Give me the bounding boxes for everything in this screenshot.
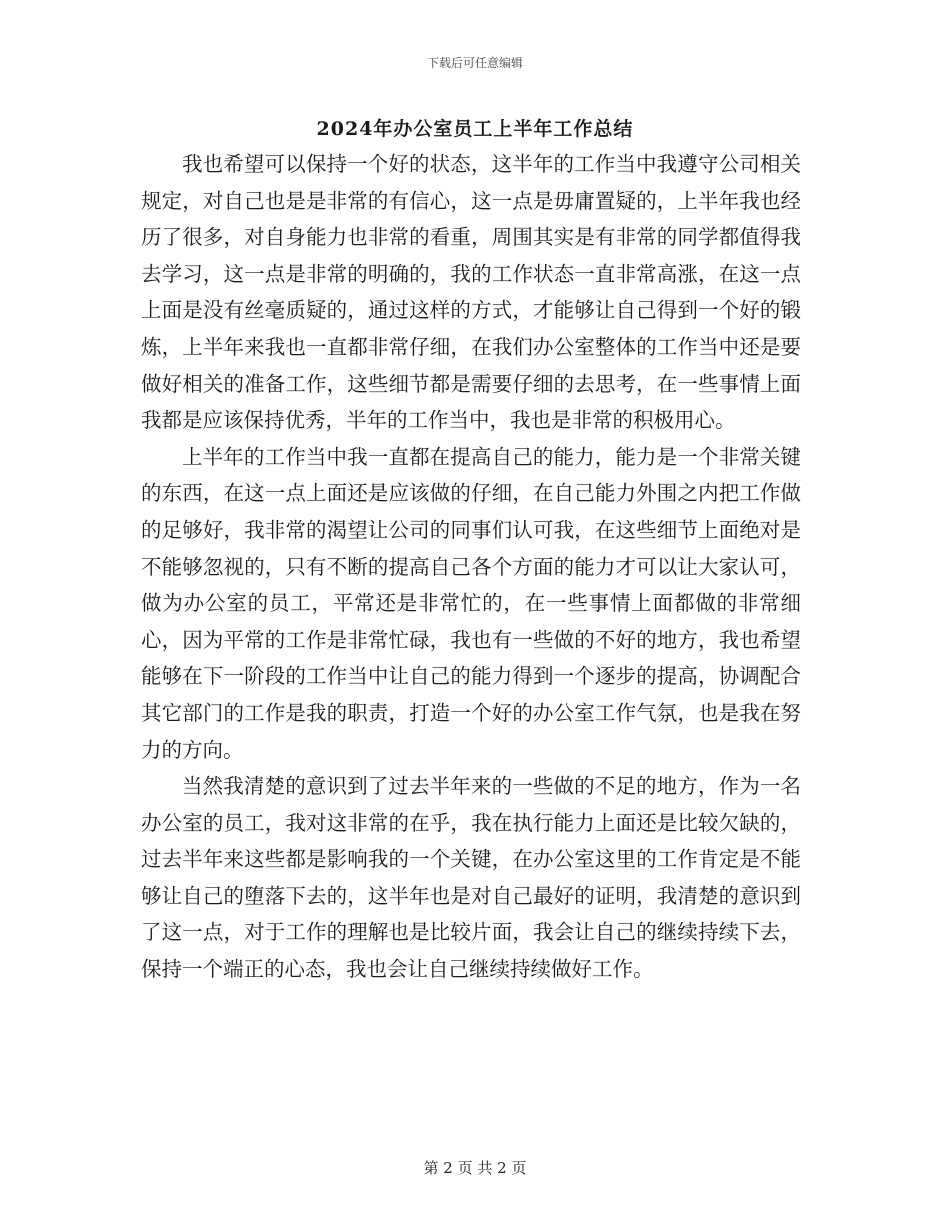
document-body [141,146,801,988]
page-number: 第 2 页 共 2 页 [423,1159,527,1177]
paragraph-2: 上半年的工作当中我一直都在提高自己的能力，能力是一个非常关键的东西，在这一点上面还是应该做的仔细，在自己能力外围之内把工作做的足够好，我非常的渴望让公司的同事们认可我，在这些细节上面绝对是不能够忽视的，只有不断的提高自己各个方面的能力才可以让大家认可，做为办公室的员工，平常还是非常忙的，在一些事情上面都做的非常细心，因为平常的工作是非常忙碌，我也有一些做的不好的地方，我也希望能够在下一阶段的工作当中让自己的能力得到一个逐步的提高，协调配合其它部门的工作是我的职责，打造一个好的办公室工作气氛，也是我在努力的方向。 [141,444,801,762]
header-note: 下载后可任意编辑 [426,56,523,70]
document-title: 2024年办公室员工上半年工作总结 [316,118,634,140]
paragraph-3: 当然我清楚的意识到了过去半年来的一些做的不足的地方，作为一名办公室的员工，我对这非常的在乎，我在执行能力上面还是比较欠缺的，过去半年来这些都是影响我的一个关键，在办公室这里的工作肯定是不能够让自己的堕落下去的，这半年也是对自己最好的证明，我清楚的意识到了这一点，对于工作的理解也是比较片面，我会让自己的继续持续下去，保持一个端正的心态，我也会让自己继续持续做好工作。 [141,774,801,982]
paragraph-1: 我也希望可以保持一个好的状态，这半年的工作当中我遵守公司相关规定，对自己也是是非常的有信心，这一点是毋庸置疑的，上半年我也经历了很多，对自身能力也非常的看重，周围其实是有非常的同学都值得我去学习，这一点是非常的明确的，我的工作状态一直非常高涨，在这一点上面是没有丝毫质疑的，通过这样的方式，才能够让自己得到一个好的锻炼，上半年来我也一直都非常仔细，在我们办公室整体的工作当中还是要做好相关的准备工作，这些细节都是需要仔细的去思考，在一些事情上面我都是应该保持优秀，半年的工作当中，我也是非常的积极用心。 [141,152,801,433]
